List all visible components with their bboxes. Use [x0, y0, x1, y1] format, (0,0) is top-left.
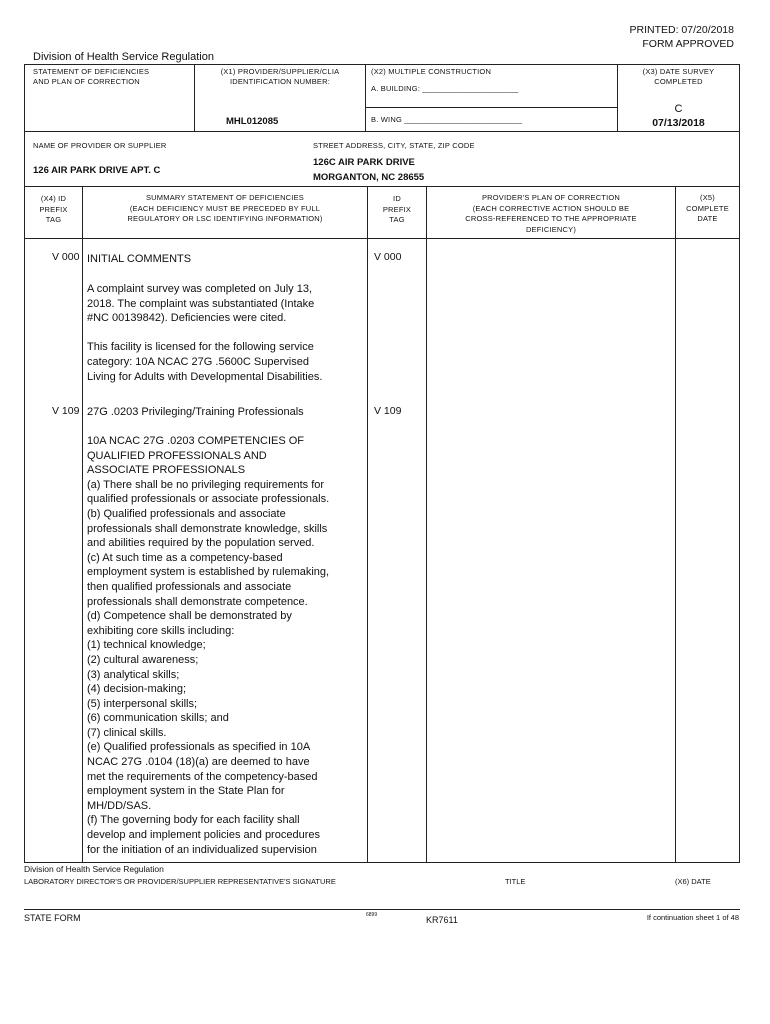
row-tag: V 109	[52, 405, 80, 417]
form-id: KR7611	[426, 915, 458, 925]
col-header-x5: (X5) COMPLETE DATE	[686, 193, 729, 223]
regulation-text: 10A NCAC 27G .0203 COMPETENCIES OF QUALIFIED PROFESSIONALS AND ASSOCIATE PROFESSIONALS (a) There shall be no privileging requirements for qualified professionals or associate professionals. (b) Qualified professionals and associate professionals shall demonstrate knowledge, skills and abilities required by the population served. (c) At such time as a competency-based employment system is established by rulemaking, then qualified professionals and associate professionals shall demonstrate competence. (d) Competence shall be demonstrated by exhibiting core skills including: (1) technical knowledge; (2) cultural awareness; (3) analytical skills; (4) decision-making; (5) interpersonal skills; (6) communication skills; and (7) clinical skills. (e) Qualified professionals as specified in 10A NCAC 27G .0104 (18)(a) are deemed to have met the requirements of the competency-based employment system in the State Plan for MH/DD/SAS. (f) The governing body for each facility shall develop and implement policies and procedures for the initiation of an individualized supervision	[87, 435, 330, 856]
divider-building	[365, 107, 617, 108]
col-header-id: ID PREFIX TAG	[382, 194, 412, 224]
signature-label: LABORATORY DIRECTOR'S OR PROVIDER/SUPPLIER REPRESENTATIVE'S SIGNATURE	[24, 877, 336, 886]
row-id-tag: V 109	[374, 405, 402, 417]
col-line-id	[426, 186, 427, 863]
col-line-summary	[367, 186, 368, 863]
provider-name-label: NAME OF PROVIDER OR SUPPLIER	[33, 141, 167, 150]
footer-rule	[24, 909, 740, 910]
col-header-x4: (X4) ID PREFIX TAG	[39, 194, 68, 224]
street-line-1: 126C AIR PARK DRIVE	[313, 157, 415, 168]
divider-row2	[24, 186, 740, 187]
col-header-plan: PROVIDER'S PLAN OF CORRECTION (EACH CORRECTIVE ACTION SHOULD BE CROSS-REFERENCED TO THE APPROPRIATE DEFICIENCY)	[465, 193, 637, 234]
col-line-x4	[82, 186, 83, 863]
survey-code: C	[674, 103, 683, 115]
x1-label: (X1) PROVIDER/SUPPLIER/CLIA IDENTIFICATION NUMBER:	[220, 67, 340, 86]
date-label: (X6) DATE	[675, 877, 711, 886]
agency-title: Division of Health Service Regulation	[33, 51, 214, 63]
box-top	[24, 64, 740, 65]
title-label: TITLE	[505, 877, 526, 886]
box-bottom	[24, 862, 740, 863]
street-label: STREET ADDRESS, CITY, STATE, ZIP CODE	[313, 141, 475, 150]
provider-name: 126 AIR PARK DRIVE APT. C	[33, 165, 161, 176]
statement-label: STATEMENT OF DEFICIENCIES AND PLAN OF CORRECTION	[33, 67, 150, 86]
divider-x2	[365, 64, 366, 132]
printed-date: PRINTED: 07/20/2018	[629, 24, 734, 36]
wing-field: B. WING ___________________________	[371, 115, 523, 124]
form-code: 6899	[366, 912, 378, 918]
initial-comments-text: A complaint survey was completed on July 13, 2018. The complaint was substantiated (Intake #NC 00139842). Deficiencies were cited. This facility is licensed for the following service category: 10A NCAC 27G .5600C Supervised Living for Adults with Developmental Disabilities.	[87, 283, 323, 383]
row-title: 27G .0203 Privileging/Training Professionals	[87, 406, 304, 418]
col-header-summary: SUMMARY STATEMENT OF DEFICIENCIES (EACH DEFICIENCY MUST BE PRECEDED BY FULL REGULATORY OR LSC IDENTIFYING INFORMATION)	[127, 193, 323, 223]
building-field: A. BUILDING: ______________________	[371, 84, 519, 93]
row-tag: V 000	[52, 251, 80, 263]
row-title: INITIAL COMMENTS	[87, 253, 192, 265]
provider-id-number: MHL012085	[226, 116, 279, 127]
state-form-label: STATE FORM	[24, 913, 81, 923]
col-line-plan	[675, 186, 676, 863]
divider-row1	[24, 131, 740, 132]
survey-date: 07/13/2018	[652, 117, 705, 129]
divider-header	[24, 238, 740, 239]
row-id-tag: V 000	[374, 251, 402, 263]
box-left	[24, 64, 25, 863]
street-line-2: MORGANTON, NC 28655	[313, 172, 425, 183]
x3-label: (X3) DATE SURVEY COMPLETED	[642, 67, 715, 86]
form-approved: FORM APPROVED	[642, 38, 734, 50]
box-right	[739, 64, 740, 863]
x2-label: (X2) MULTIPLE CONSTRUCTION	[371, 67, 492, 76]
footer-agency: Division of Health Service Regulation	[24, 864, 164, 874]
continuation-sheet: If continuation sheet 1 of 48	[646, 913, 739, 922]
